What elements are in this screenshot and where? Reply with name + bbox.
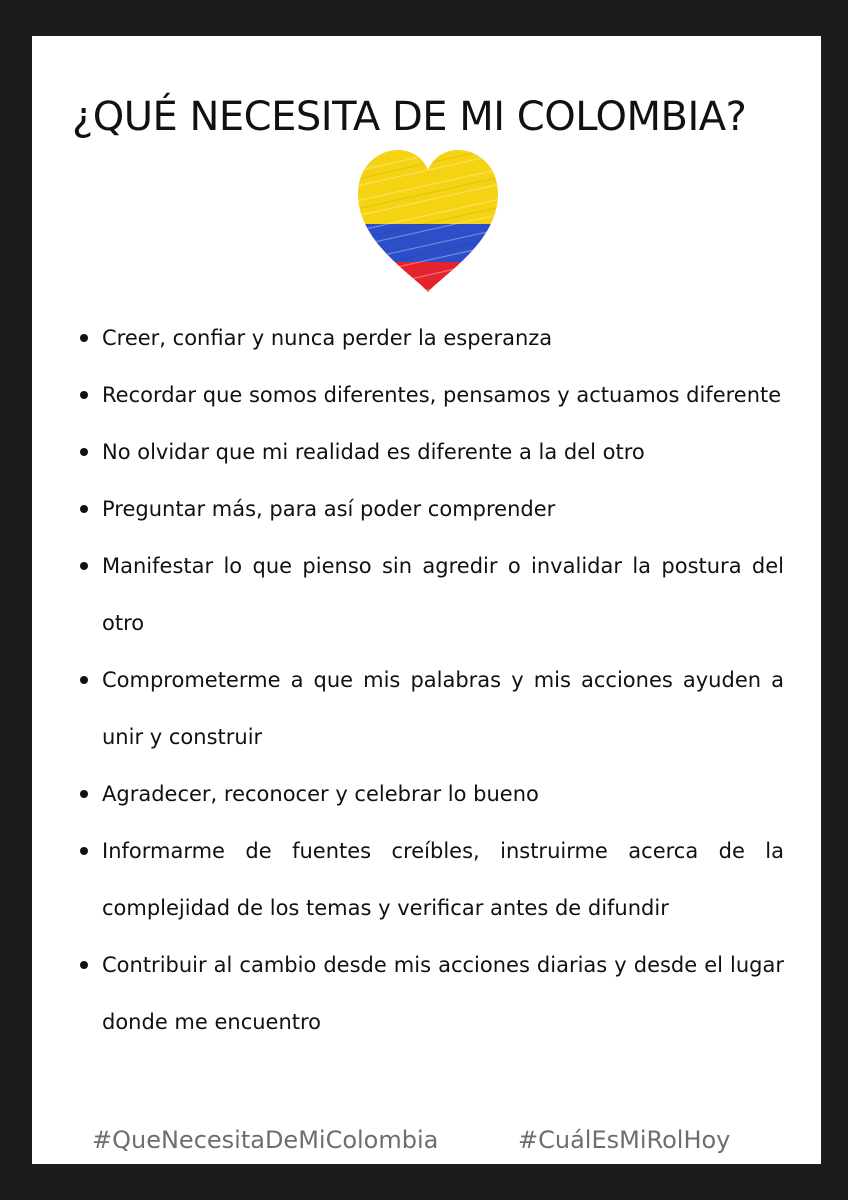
bullet-icon — [80, 961, 88, 969]
poster-page — [32, 36, 821, 1164]
bullet-icon — [80, 790, 88, 798]
list-item: Informarme de fuentes creíbles, instruirme acerca de la complejidad de los temas y verificar antes de difundir — [80, 823, 784, 937]
needs-list — [80, 310, 784, 1051]
hashtag-cual-es-mi-rol: #CuálEsMiRolHoy — [518, 1126, 731, 1154]
bullet-icon — [80, 676, 88, 684]
page-title: ¿QUÉ NECESITA DE MI COLOMBIA? — [72, 94, 747, 140]
bullet-icon — [80, 847, 88, 855]
list-item: Contribuir al cambio desde mis acciones diarias y desde el lugar donde me encuentro — [80, 937, 784, 1051]
bullet-icon — [80, 391, 88, 399]
bullet-icon — [80, 562, 88, 570]
list-item: Recordar que somos diferentes, pensamos y actuamos diferente — [80, 367, 784, 424]
bullet-icon — [80, 448, 88, 456]
colombia-heart-icon — [354, 146, 502, 296]
list-item: Manifestar lo que pienso sin agredir o invalidar la postura del otro — [80, 538, 784, 652]
list-item: No olvidar que mi realidad es diferente a la del otro — [80, 424, 784, 481]
list-item: Comprometerme a que mis palabras y mis acciones ayuden a unir y construir — [80, 652, 784, 766]
bullet-icon — [80, 334, 88, 342]
list-item: Agradecer, reconocer y celebrar lo bueno — [80, 766, 784, 823]
bullet-icon — [80, 505, 88, 513]
hashtag-que-necesita: #QueNecesitaDeMiColombia — [92, 1126, 439, 1154]
list-item: Creer, confiar y nunca perder la esperanza — [80, 310, 784, 367]
list-item: Preguntar más, para así poder comprender — [80, 481, 784, 538]
